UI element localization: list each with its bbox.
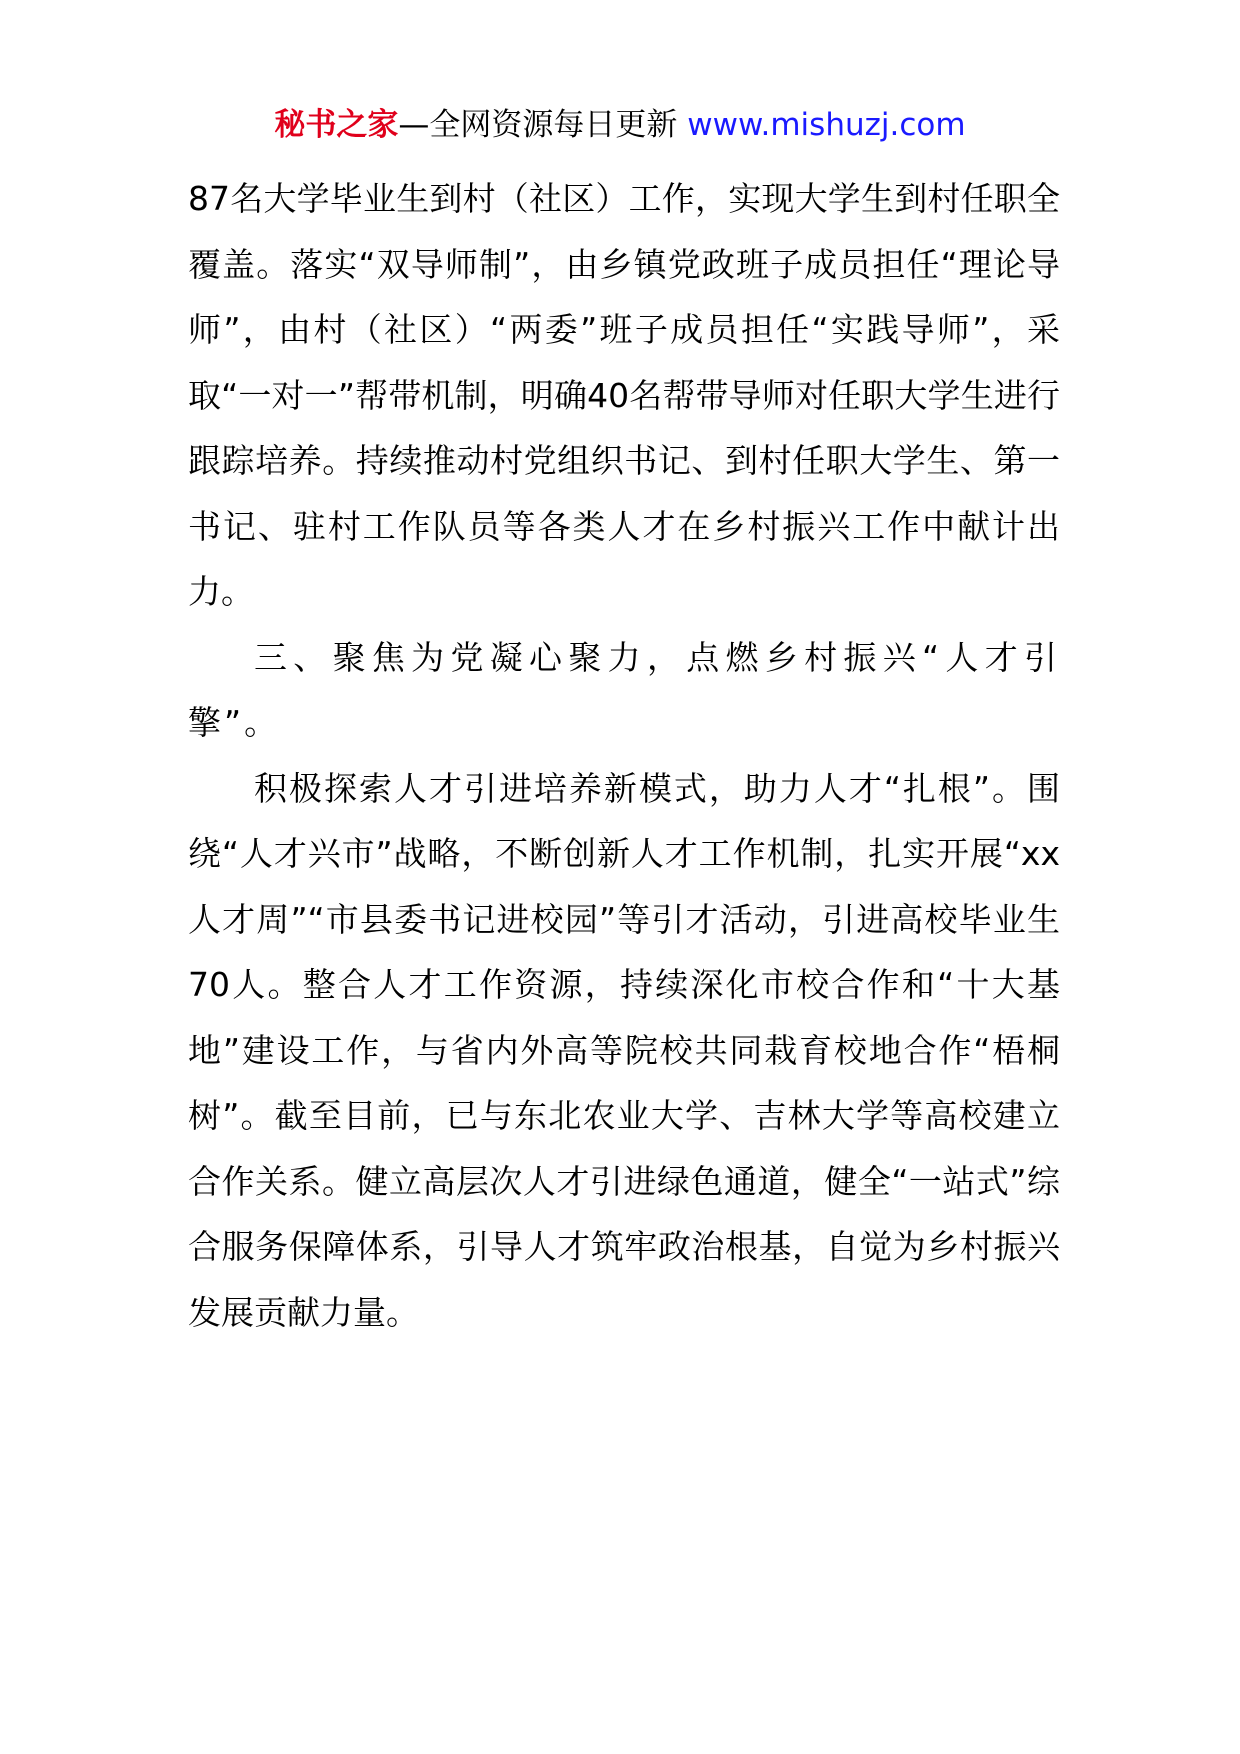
section-heading: 三、聚焦为党凝心聚力，点燃乡村振兴“人才引擎”。 xyxy=(188,637,1060,742)
body-paragraph: 积极探索人才引进培养新模式，助力人才“扎根”。围绕“人才兴市”战略，不断创新人才工作机制，扎实开展“xx人才周”“市县委书记进校园”等引才活动，引进高校毕业生70人。整合人才工作资源，持续深化市校合作和“十大基地”建设工作，与省内外高等院校共同栽育校地合作“梧桐树”。截至目前，已与东北农业大学、吉林大学等高校建立合作关系。健立高层次人才引进绿色通道，健全“一站式”综合服务保障体系，引导人才筑牢政治根基，自觉为乡村振兴发展贡献力量。 xyxy=(188,768,1060,1332)
site-url[interactable]: www.mishuzj.com xyxy=(687,107,966,143)
body-paragraph-continued: 87名大学毕业生到村（社区）工作，实现大学生到村任职全覆盖。落实“双导师制”，由乡镇党政班子成员担任“理论导师”，由村（社区）“两委”班子成员担任“实践导师”，采取“一对一”帮带机制，明确40名帮带导师对任职大学生进行跟踪培养。持续推动村党组织书记、到村任职大学生、第一书记、驻村工作队员等各类人才在乡村振兴工作中献计出力。 xyxy=(188,179,1060,611)
document-body xyxy=(188,166,1060,1345)
page-header xyxy=(0,100,1240,150)
header-tagline: —全网资源每日更新 xyxy=(398,107,678,143)
brand-name: 秘书之家 xyxy=(274,107,399,143)
